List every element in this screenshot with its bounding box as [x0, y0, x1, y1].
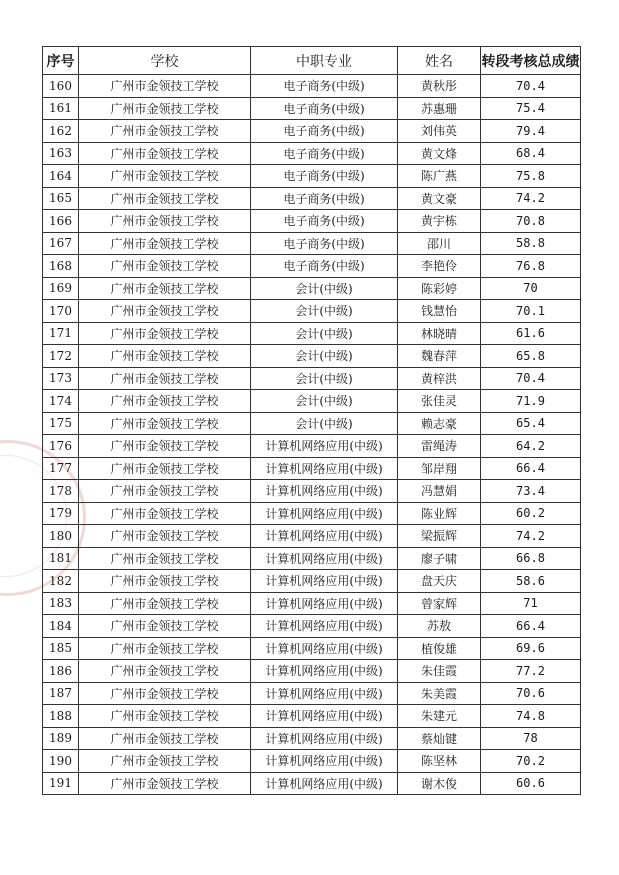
cell-name: 刘伟英	[398, 120, 481, 143]
cell-seq: 174	[43, 390, 79, 413]
cell-seq: 183	[43, 592, 79, 615]
table-row	[43, 637, 581, 660]
cell-name: 黄文烽	[398, 142, 481, 165]
cell-score: 66.4	[481, 615, 581, 638]
cell-score: 77.2	[481, 660, 581, 683]
cell-seq: 177	[43, 457, 79, 480]
cell-school: 广州市金领技工学校	[79, 165, 251, 188]
cell-seq: 173	[43, 367, 79, 390]
cell-school: 广州市金领技工学校	[79, 772, 251, 795]
table-row	[43, 165, 581, 188]
cell-score: 73.4	[481, 480, 581, 503]
cell-school: 广州市金领技工学校	[79, 300, 251, 323]
cell-name: 朱佳霞	[398, 660, 481, 683]
cell-school: 广州市金领技工学校	[79, 232, 251, 255]
cell-name: 陈业辉	[398, 502, 481, 525]
cell-major: 计算机网络应用(中级)	[251, 660, 398, 683]
cell-name: 朱美霞	[398, 682, 481, 705]
cell-name: 蔡灿键	[398, 727, 481, 750]
cell-name: 廖子啸	[398, 547, 481, 570]
cell-major: 计算机网络应用(中级)	[251, 592, 398, 615]
cell-seq: 163	[43, 142, 79, 165]
cell-seq: 189	[43, 727, 79, 750]
cell-name: 黄文豪	[398, 187, 481, 210]
cell-major: 会计(中级)	[251, 390, 398, 413]
cell-seq: 182	[43, 570, 79, 593]
table-row	[43, 300, 581, 323]
table-row	[43, 772, 581, 795]
cell-seq: 171	[43, 322, 79, 345]
cell-major: 会计(中级)	[251, 300, 398, 323]
cell-major: 计算机网络应用(中级)	[251, 750, 398, 773]
table-row	[43, 120, 581, 143]
cell-seq: 161	[43, 97, 79, 120]
cell-score: 61.6	[481, 322, 581, 345]
table-row	[43, 232, 581, 255]
cell-seq: 166	[43, 210, 79, 233]
cell-name: 植俊雄	[398, 637, 481, 660]
cell-name: 钱慧怡	[398, 300, 481, 323]
cell-score: 60.2	[481, 502, 581, 525]
cell-name: 苏惠珊	[398, 97, 481, 120]
header-row	[43, 47, 581, 75]
table-row	[43, 75, 581, 98]
cell-name: 黄秋彤	[398, 75, 481, 98]
table-row	[43, 682, 581, 705]
cell-score: 78	[481, 727, 581, 750]
cell-seq: 170	[43, 300, 79, 323]
cell-name: 赖志豪	[398, 412, 481, 435]
cell-seq: 185	[43, 637, 79, 660]
cell-major: 电子商务(中级)	[251, 97, 398, 120]
table-row	[43, 187, 581, 210]
cell-seq: 175	[43, 412, 79, 435]
cell-school: 广州市金领技工学校	[79, 637, 251, 660]
cell-name: 苏敖	[398, 615, 481, 638]
cell-name: 曾家辉	[398, 592, 481, 615]
cell-seq: 188	[43, 705, 79, 728]
cell-major: 计算机网络应用(中级)	[251, 570, 398, 593]
header-major: 中职专业	[251, 47, 398, 75]
cell-major: 计算机网络应用(中级)	[251, 457, 398, 480]
header-score: 转段考核总成绩	[481, 47, 581, 75]
cell-score: 70	[481, 277, 581, 300]
cell-score: 71.9	[481, 390, 581, 413]
cell-major: 计算机网络应用(中级)	[251, 547, 398, 570]
cell-score: 71	[481, 592, 581, 615]
table-row	[43, 592, 581, 615]
cell-name: 陈坚林	[398, 750, 481, 773]
table-row	[43, 750, 581, 773]
cell-school: 广州市金领技工学校	[79, 435, 251, 458]
cell-school: 广州市金领技工学校	[79, 525, 251, 548]
table-row	[43, 502, 581, 525]
cell-major: 计算机网络应用(中级)	[251, 772, 398, 795]
table-row	[43, 480, 581, 503]
table-row	[43, 322, 581, 345]
cell-school: 广州市金领技工学校	[79, 210, 251, 233]
cell-seq: 172	[43, 345, 79, 368]
cell-score: 66.8	[481, 547, 581, 570]
table-row	[43, 615, 581, 638]
table-row	[43, 570, 581, 593]
cell-name: 林晓晴	[398, 322, 481, 345]
cell-school: 广州市金领技工学校	[79, 187, 251, 210]
cell-major: 计算机网络应用(中级)	[251, 525, 398, 548]
cell-major: 电子商务(中级)	[251, 255, 398, 278]
cell-school: 广州市金领技工学校	[79, 615, 251, 638]
cell-school: 广州市金领技工学校	[79, 592, 251, 615]
cell-score: 79.4	[481, 120, 581, 143]
cell-major: 电子商务(中级)	[251, 75, 398, 98]
cell-school: 广州市金领技工学校	[79, 570, 251, 593]
score-table	[42, 46, 581, 795]
cell-score: 60.6	[481, 772, 581, 795]
cell-school: 广州市金领技工学校	[79, 97, 251, 120]
cell-score: 75.4	[481, 97, 581, 120]
cell-score: 65.4	[481, 412, 581, 435]
cell-school: 广州市金领技工学校	[79, 255, 251, 278]
cell-seq: 191	[43, 772, 79, 795]
table-row	[43, 255, 581, 278]
cell-major: 电子商务(中级)	[251, 187, 398, 210]
cell-seq: 186	[43, 660, 79, 683]
header-seq: 序号	[43, 47, 79, 75]
table-row	[43, 390, 581, 413]
cell-score: 70.6	[481, 682, 581, 705]
cell-school: 广州市金领技工学校	[79, 120, 251, 143]
cell-school: 广州市金领技工学校	[79, 660, 251, 683]
cell-major: 计算机网络应用(中级)	[251, 502, 398, 525]
cell-major: 计算机网络应用(中级)	[251, 705, 398, 728]
cell-score: 76.8	[481, 255, 581, 278]
cell-score: 74.8	[481, 705, 581, 728]
cell-seq: 187	[43, 682, 79, 705]
cell-score: 74.2	[481, 525, 581, 548]
table-row	[43, 660, 581, 683]
cell-seq: 162	[43, 120, 79, 143]
cell-score: 70.1	[481, 300, 581, 323]
cell-seq: 190	[43, 750, 79, 773]
cell-major: 计算机网络应用(中级)	[251, 435, 398, 458]
cell-school: 广州市金领技工学校	[79, 750, 251, 773]
cell-seq: 181	[43, 547, 79, 570]
cell-name: 邹岸翔	[398, 457, 481, 480]
cell-school: 广州市金领技工学校	[79, 547, 251, 570]
cell-score: 68.4	[481, 142, 581, 165]
table-row	[43, 457, 581, 480]
cell-major: 计算机网络应用(中级)	[251, 480, 398, 503]
table-row	[43, 277, 581, 300]
cell-seq: 176	[43, 435, 79, 458]
cell-major: 会计(中级)	[251, 322, 398, 345]
cell-major: 计算机网络应用(中级)	[251, 727, 398, 750]
table-row	[43, 345, 581, 368]
cell-school: 广州市金领技工学校	[79, 142, 251, 165]
table-row	[43, 435, 581, 458]
cell-school: 广州市金领技工学校	[79, 412, 251, 435]
cell-score: 70.4	[481, 75, 581, 98]
cell-school: 广州市金领技工学校	[79, 277, 251, 300]
cell-name: 邵川	[398, 232, 481, 255]
table-row	[43, 525, 581, 548]
cell-school: 广州市金领技工学校	[79, 502, 251, 525]
cell-school: 广州市金领技工学校	[79, 457, 251, 480]
cell-school: 广州市金领技工学校	[79, 75, 251, 98]
cell-major: 电子商务(中级)	[251, 120, 398, 143]
cell-score: 65.8	[481, 345, 581, 368]
cell-major: 电子商务(中级)	[251, 210, 398, 233]
cell-score: 64.2	[481, 435, 581, 458]
cell-seq: 179	[43, 502, 79, 525]
cell-school: 广州市金领技工学校	[79, 727, 251, 750]
cell-name: 梁振辉	[398, 525, 481, 548]
cell-major: 计算机网络应用(中级)	[251, 637, 398, 660]
table-row	[43, 547, 581, 570]
cell-name: 朱建元	[398, 705, 481, 728]
cell-seq: 169	[43, 277, 79, 300]
table-row	[43, 142, 581, 165]
table-row	[43, 412, 581, 435]
cell-seq: 178	[43, 480, 79, 503]
table-row	[43, 210, 581, 233]
cell-score: 58.6	[481, 570, 581, 593]
cell-name: 冯慧娟	[398, 480, 481, 503]
cell-name: 李艳伶	[398, 255, 481, 278]
cell-school: 广州市金领技工学校	[79, 367, 251, 390]
cell-seq: 168	[43, 255, 79, 278]
cell-score: 75.8	[481, 165, 581, 188]
cell-school: 广州市金领技工学校	[79, 322, 251, 345]
cell-major: 会计(中级)	[251, 412, 398, 435]
cell-school: 广州市金领技工学校	[79, 390, 251, 413]
cell-major: 电子商务(中级)	[251, 165, 398, 188]
cell-score: 69.6	[481, 637, 581, 660]
cell-name: 魏春萍	[398, 345, 481, 368]
cell-major: 会计(中级)	[251, 345, 398, 368]
cell-seq: 184	[43, 615, 79, 638]
cell-name: 盘天庆	[398, 570, 481, 593]
cell-school: 广州市金领技工学校	[79, 705, 251, 728]
cell-score: 58.8	[481, 232, 581, 255]
cell-major: 电子商务(中级)	[251, 232, 398, 255]
cell-major: 电子商务(中级)	[251, 142, 398, 165]
cell-seq: 160	[43, 75, 79, 98]
cell-major: 计算机网络应用(中级)	[251, 615, 398, 638]
table-row	[43, 97, 581, 120]
cell-name: 黄宇栋	[398, 210, 481, 233]
cell-name: 雷绳涛	[398, 435, 481, 458]
cell-seq: 180	[43, 525, 79, 548]
cell-seq: 165	[43, 187, 79, 210]
table-row	[43, 705, 581, 728]
cell-seq: 167	[43, 232, 79, 255]
cell-name: 黄梓洪	[398, 367, 481, 390]
cell-name: 张佳灵	[398, 390, 481, 413]
cell-seq: 164	[43, 165, 79, 188]
header-name: 姓名	[398, 47, 481, 75]
table-row	[43, 367, 581, 390]
cell-major: 会计(中级)	[251, 367, 398, 390]
cell-score: 70.8	[481, 210, 581, 233]
cell-score: 74.2	[481, 187, 581, 210]
cell-school: 广州市金领技工学校	[79, 345, 251, 368]
cell-name: 陈广燕	[398, 165, 481, 188]
header-school: 学校	[79, 47, 251, 75]
cell-major: 会计(中级)	[251, 277, 398, 300]
cell-name: 陈彩婷	[398, 277, 481, 300]
cell-school: 广州市金领技工学校	[79, 682, 251, 705]
cell-score: 70.4	[481, 367, 581, 390]
table-row	[43, 727, 581, 750]
cell-school: 广州市金领技工学校	[79, 480, 251, 503]
cell-score: 70.2	[481, 750, 581, 773]
cell-name: 谢木俊	[398, 772, 481, 795]
cell-score: 66.4	[481, 457, 581, 480]
cell-major: 计算机网络应用(中级)	[251, 682, 398, 705]
